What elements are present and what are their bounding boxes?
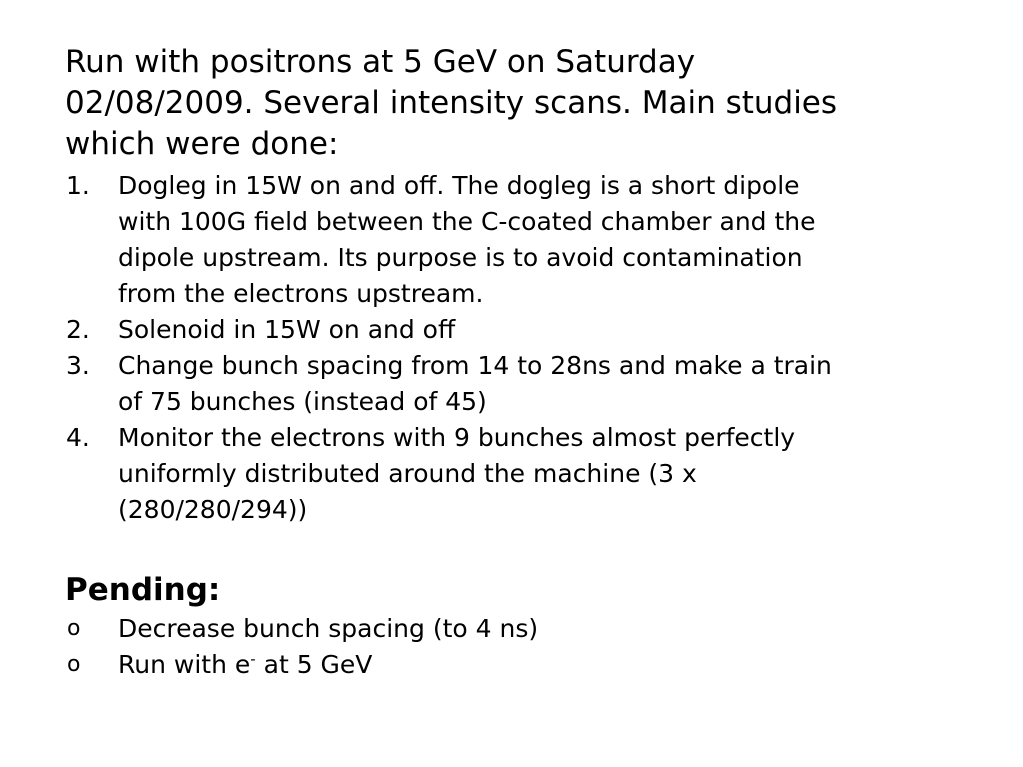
study-number: 2. xyxy=(66,315,90,344)
study-number: 3. xyxy=(66,351,90,380)
circle-bullet-icon: o xyxy=(67,616,81,641)
intro-paragraph xyxy=(65,42,985,165)
study-line: uniformly distributed around the machine (3 x xyxy=(118,459,697,488)
study-item xyxy=(0,312,1023,348)
study-line: dipole upstream. Its purpose is to avoid contamination xyxy=(118,243,803,272)
study-line: from the electrons upstream. xyxy=(118,279,484,308)
study-line: of 75 bunches (instead of 45) xyxy=(118,387,487,416)
pending-item xyxy=(0,611,1023,647)
study-line: Change bunch spacing from 14 to 28ns and make a train xyxy=(118,351,832,380)
study-line: with 100G field between the C-coated chamber and the xyxy=(118,207,816,236)
pending-list xyxy=(0,611,1023,683)
study-line: Monitor the electrons with 9 bunches almost perfectly xyxy=(118,423,796,452)
pending-heading: Pending: xyxy=(65,572,221,608)
electron-charge-superscript: - xyxy=(250,650,256,668)
pending-item-text: Decrease bunch spacing (to 4 ns) xyxy=(118,614,539,643)
circle-bullet-icon: o xyxy=(67,652,81,677)
pending-item-text xyxy=(118,647,1023,683)
pending-item xyxy=(0,647,1023,683)
studies-list xyxy=(0,168,1023,528)
intro-line: Run with positrons at 5 GeV on Saturday xyxy=(65,44,696,80)
study-line: Solenoid in 15W on and off xyxy=(118,315,456,344)
study-line: Dogleg in 15W on and off. The dogleg is a short dipole xyxy=(118,171,800,200)
intro-line: 02/08/2009. Several intensity scans. Main studies xyxy=(65,85,838,121)
study-item xyxy=(0,420,1023,528)
study-item xyxy=(0,168,1023,312)
pending-text-after: at 5 GeV xyxy=(255,650,373,679)
study-item xyxy=(0,348,1023,420)
pending-text-before: Run with e xyxy=(118,650,251,679)
study-line: (280/280/294)) xyxy=(118,495,308,524)
study-number: 1. xyxy=(66,171,90,200)
intro-line: which were done: xyxy=(65,126,339,162)
study-number: 4. xyxy=(66,423,90,452)
